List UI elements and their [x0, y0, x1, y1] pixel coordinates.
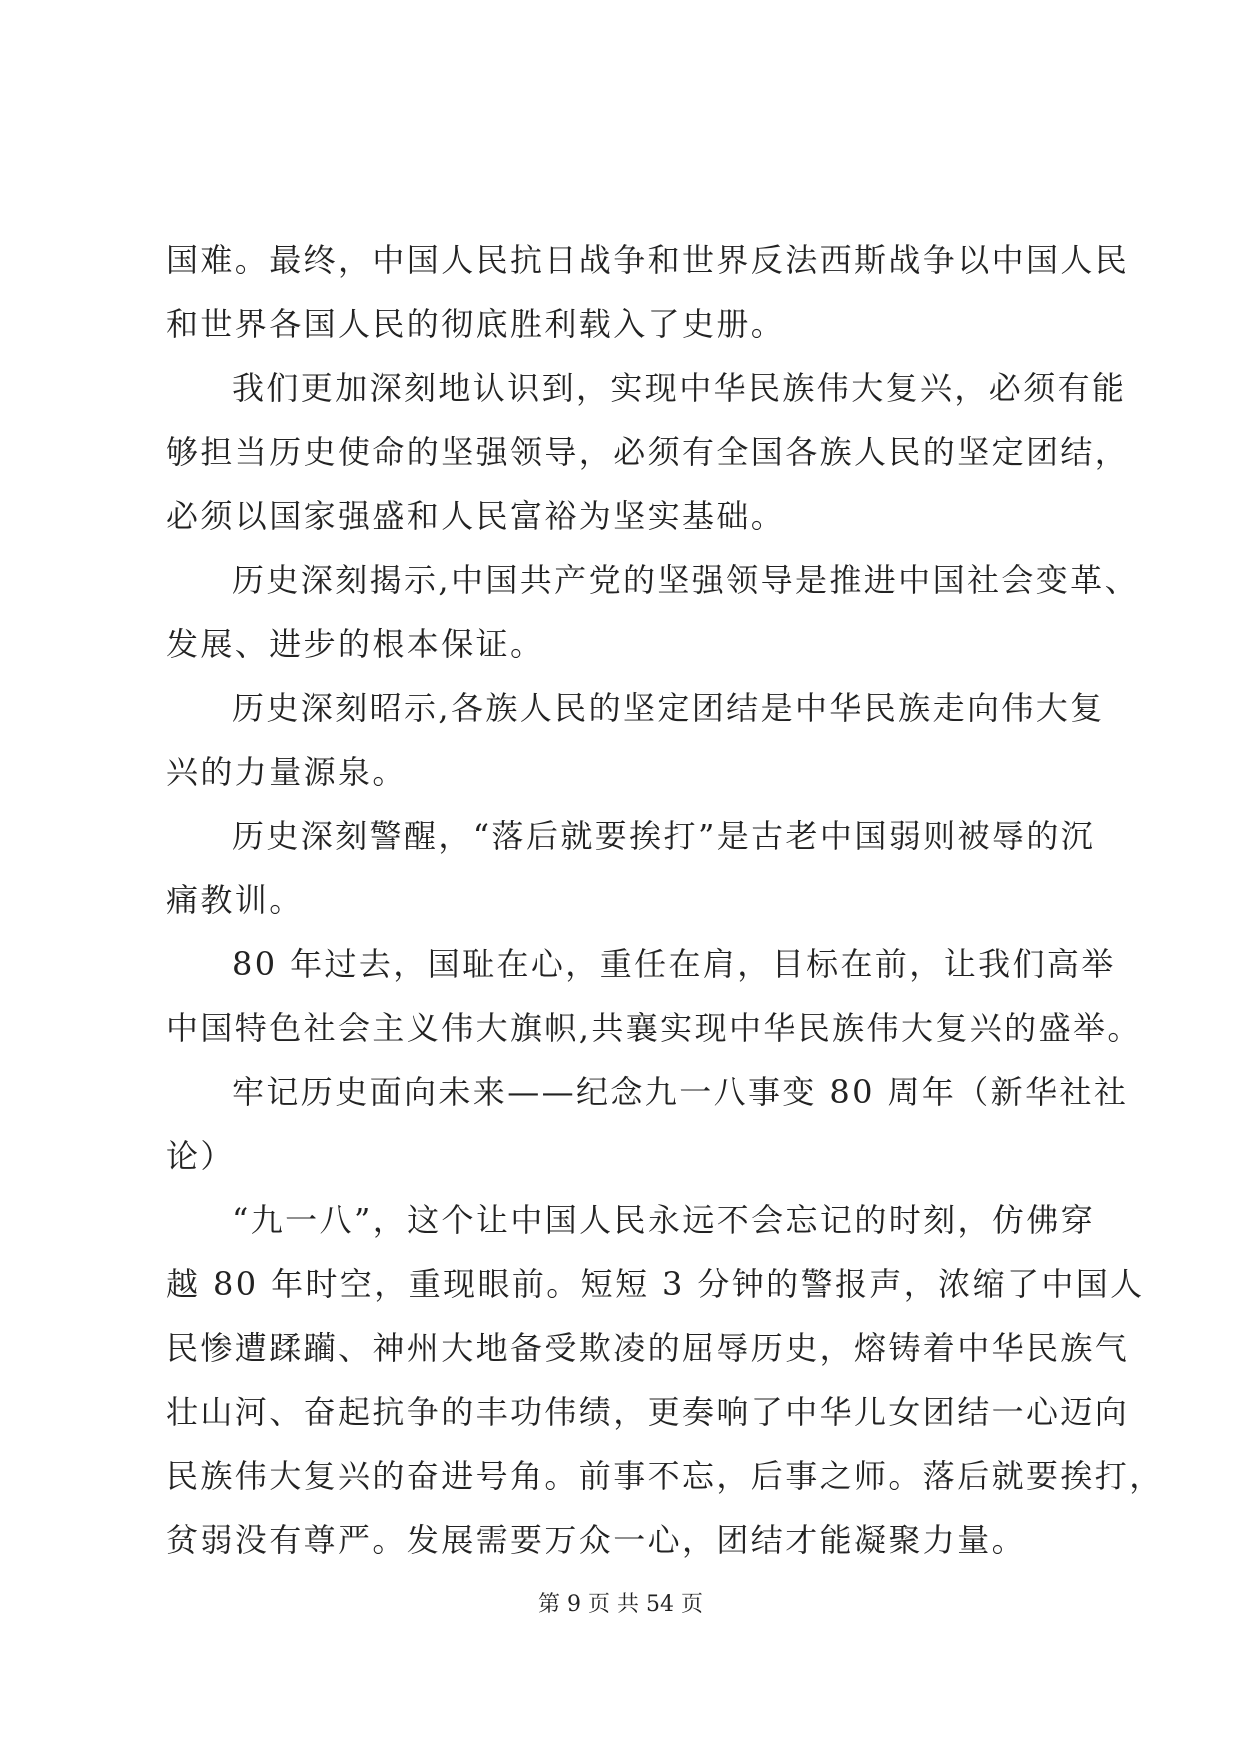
- text-line: 历史深刻揭示,中国共产党的坚强领导是推进中国社会变革、: [232, 561, 1139, 599]
- text-line: 民惨遭蹂躏、神州大地备受欺凌的屈辱历史，熔铸着中华民族气: [166, 1329, 1130, 1367]
- text-line: 我们更加深刻地认识到，实现中华民族伟大复兴，必须有能: [232, 369, 1127, 407]
- text-line: 论）: [166, 1137, 235, 1175]
- document-body: [166, 228, 1164, 1572]
- text-line: 历史深刻警醒，“落后就要挨打”是古老中国弱则被辱的沉: [232, 817, 1096, 855]
- text-line: 历史深刻昭示,各族人民的坚定团结是中华民族走向伟大复: [232, 689, 1105, 727]
- text-line: 兴的力量源泉。: [166, 753, 407, 791]
- text-line: “九一八”，这个让中国人民永远不会忘记的时刻，仿佛穿: [232, 1201, 1096, 1239]
- text-line: 中国特色社会主义伟大旗帜,共襄实现中华民族伟大复兴的盛举。: [166, 1009, 1142, 1047]
- text-line: 痛教训。: [166, 881, 304, 919]
- text-line: 必须以国家强盛和人民富裕为坚实基础。: [166, 497, 786, 535]
- text-line: 贫弱没有尊严。发展需要万众一心，团结才能凝聚力量。: [166, 1521, 1027, 1559]
- text-line: 发展、进步的根本保证。: [166, 625, 545, 663]
- text-line: 够担当历史使命的坚强领导，必须有全国各族人民的坚定团结，: [166, 433, 1130, 471]
- text-line: 和世界各国人民的彻底胜利载入了史册。: [166, 305, 786, 343]
- page-number-footer: 第 9 页 共 54 页: [538, 1592, 703, 1617]
- text-line: 牢记历史面向未来——纪念九一八事变 80 周年（新华社社: [232, 1073, 1129, 1111]
- text-line: 国难。最终，中国人民抗日战争和世界反法西斯战争以中国人民: [166, 241, 1130, 279]
- text-line: 壮山河、奋起抗争的丰功伟绩，更奏响了中华儿女团结一心迈向: [166, 1393, 1130, 1431]
- text-line: 越 80 年时空，重现眼前。短短 3 分钟的警报声，浓缩了中国人: [166, 1265, 1145, 1303]
- text-line: 80 年过去，国耻在心，重任在肩，目标在前，让我们高举: [232, 945, 1116, 983]
- text-line: 民族伟大复兴的奋进号角。前事不忘，后事之师。落后就要挨打，: [166, 1457, 1164, 1495]
